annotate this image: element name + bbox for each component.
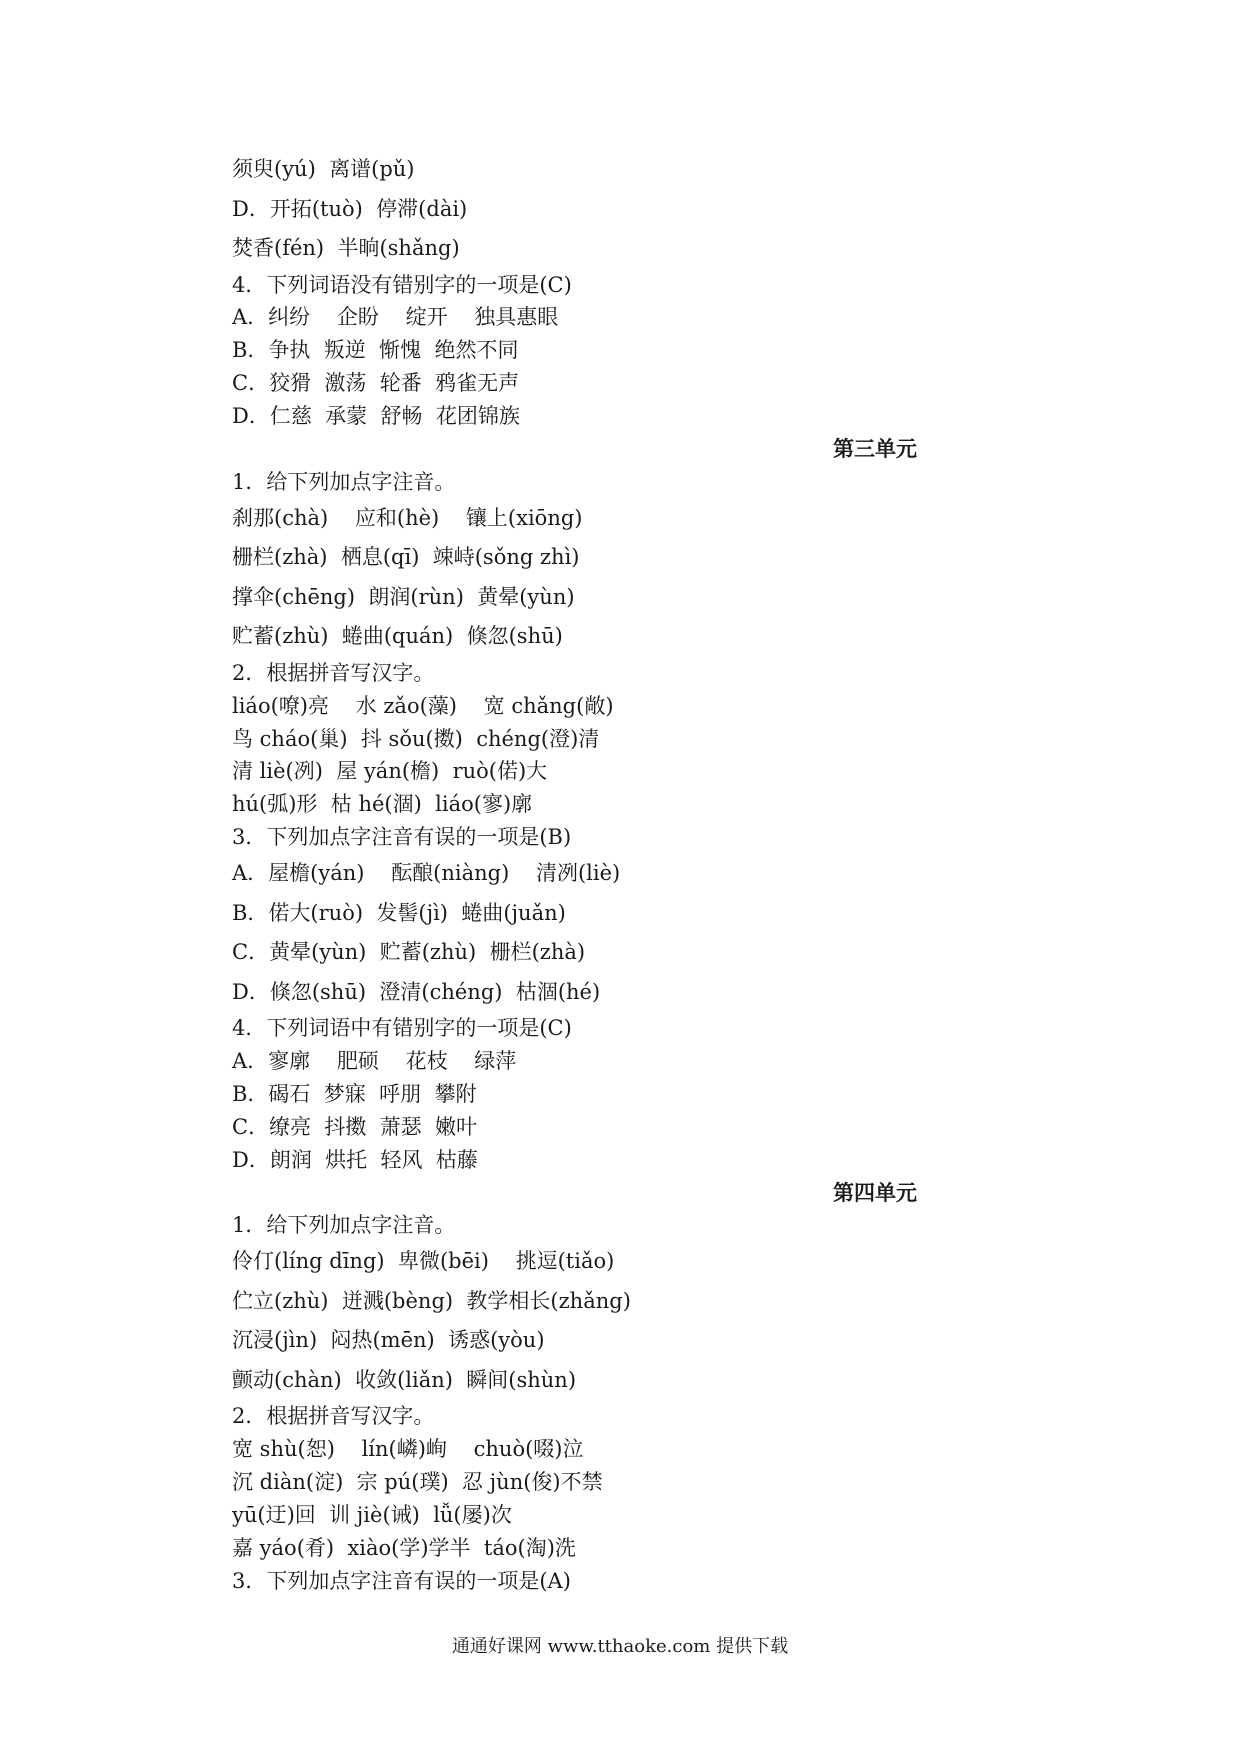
text-line: A．纠纷 企盼 绽开 独具惠眼 [232,305,559,330]
text-line: 宽 shù(恕) lín(嶙)峋 chuò(啜)泣 [232,1437,584,1462]
text-line: 贮蓄(zhù) 蜷曲(quán) 倏忽(shū) [232,624,563,649]
text-line: 伶仃(líng dīng) 卑微(bēi) 挑逗(tiǎo) [232,1249,615,1274]
section-heading: 第三单元 [833,435,917,461]
text-line: 嘉 yáo(肴) xiào(学)学半 táo(淘)洗 [232,1535,576,1560]
text-line: D．朗润 烘托 轻风 枯藤 [232,1147,478,1172]
text-line: 2．根据拼音写汉字。 [232,660,435,685]
text-line: 沉浸(jìn) 闷热(mēn) 诱惑(yòu) [232,1328,545,1353]
text-line: 颤动(chàn) 收敛(liǎn) 瞬间(shùn) [232,1367,577,1392]
text-line: 清 liè(冽) 屋 yán(檐) ruò(偌)大 [232,759,548,784]
text-line: 焚香(fén) 半晌(shǎng) [232,236,460,260]
document-body [232,150,952,1598]
text-line: hú(弧)形 枯 hé(涸) liáo(寥)廓 [232,792,533,817]
text-line: 须臾(yú) 离谱(pǔ) [232,157,415,181]
text-line: 3．下列加点字注音有误的一项是(B) [232,825,572,850]
text-line: 2．根据拼音写汉字。 [232,1404,435,1429]
text-line: 1．给下列加点字注音。 [232,1213,456,1238]
text-line: B．碣石 梦寐 呼朋 攀附 [232,1081,477,1106]
text-line: D．仁慈 承蒙 舒畅 花团锦族 [232,404,520,429]
text-line: 4．下列词语中有错别字的一项是(C) [232,1016,572,1041]
text-line: 撑伞(chēng) 朗润(rùn) 黄晕(yùn) [232,584,575,609]
text-line: 沉 diàn(淀) 宗 pú(璞) 忍 jùn(俊)不禁 [232,1470,603,1495]
text-line: B．争执 叛逆 惭愧 绝然不同 [232,338,519,363]
text-line: 1．给下列加点字注音。 [232,469,456,494]
section-heading: 第四单元 [833,1179,917,1205]
text-line: D．开拓(tuò) 停滞(dài) [232,196,468,221]
text-line: 伫立(zhù) 迸溅(bèng) 教学相长(zhǎng) [232,1288,631,1313]
text-line: B．偌大(ruò) 发髻(jì) 蜷曲(juǎn) [232,900,566,925]
text-line: 鸟 cháo(巢) 抖 sǒu(擞) chéng(澄)清 [232,726,600,751]
text-line: 4．下列词语没有错别字的一项是(C) [232,272,572,297]
text-line: A．寥廓 肥硕 花枝 绿萍 [232,1048,517,1073]
page-footer: 通通好课网 www.tthaoke.com 提供下载 [451,1636,789,1657]
text-line: 3．下列加点字注音有误的一项是(A) [232,1568,571,1593]
text-line: A．屋檐(yán) 酝酿(niàng) 清冽(liè) [232,861,621,886]
text-line: C．缭亮 抖擞 萧瑟 嫩叶 [232,1114,478,1139]
text-line: C．狡猾 激荡 轮番 鸦雀无声 [232,371,520,396]
text-line: D．倏忽(shū) 澄清(chéng) 枯涸(hé) [232,979,601,1004]
text-line: 栅栏(zhà) 栖息(qī) 竦峙(sǒng zhì) [232,545,580,570]
text-line: C．黄晕(yùn) 贮蓄(zhù) 栅栏(zhà) [232,940,586,965]
text-line: 刹那(chà) 应和(hè) 镶上(xiōng) [232,505,583,530]
text-line: liáo(嘹)亮 水 zǎo(藻) 宽 chǎng(敞) [232,693,614,718]
text-line: yū(迂)回 训 jiè(诫) lǚ(屡)次 [232,1502,512,1527]
